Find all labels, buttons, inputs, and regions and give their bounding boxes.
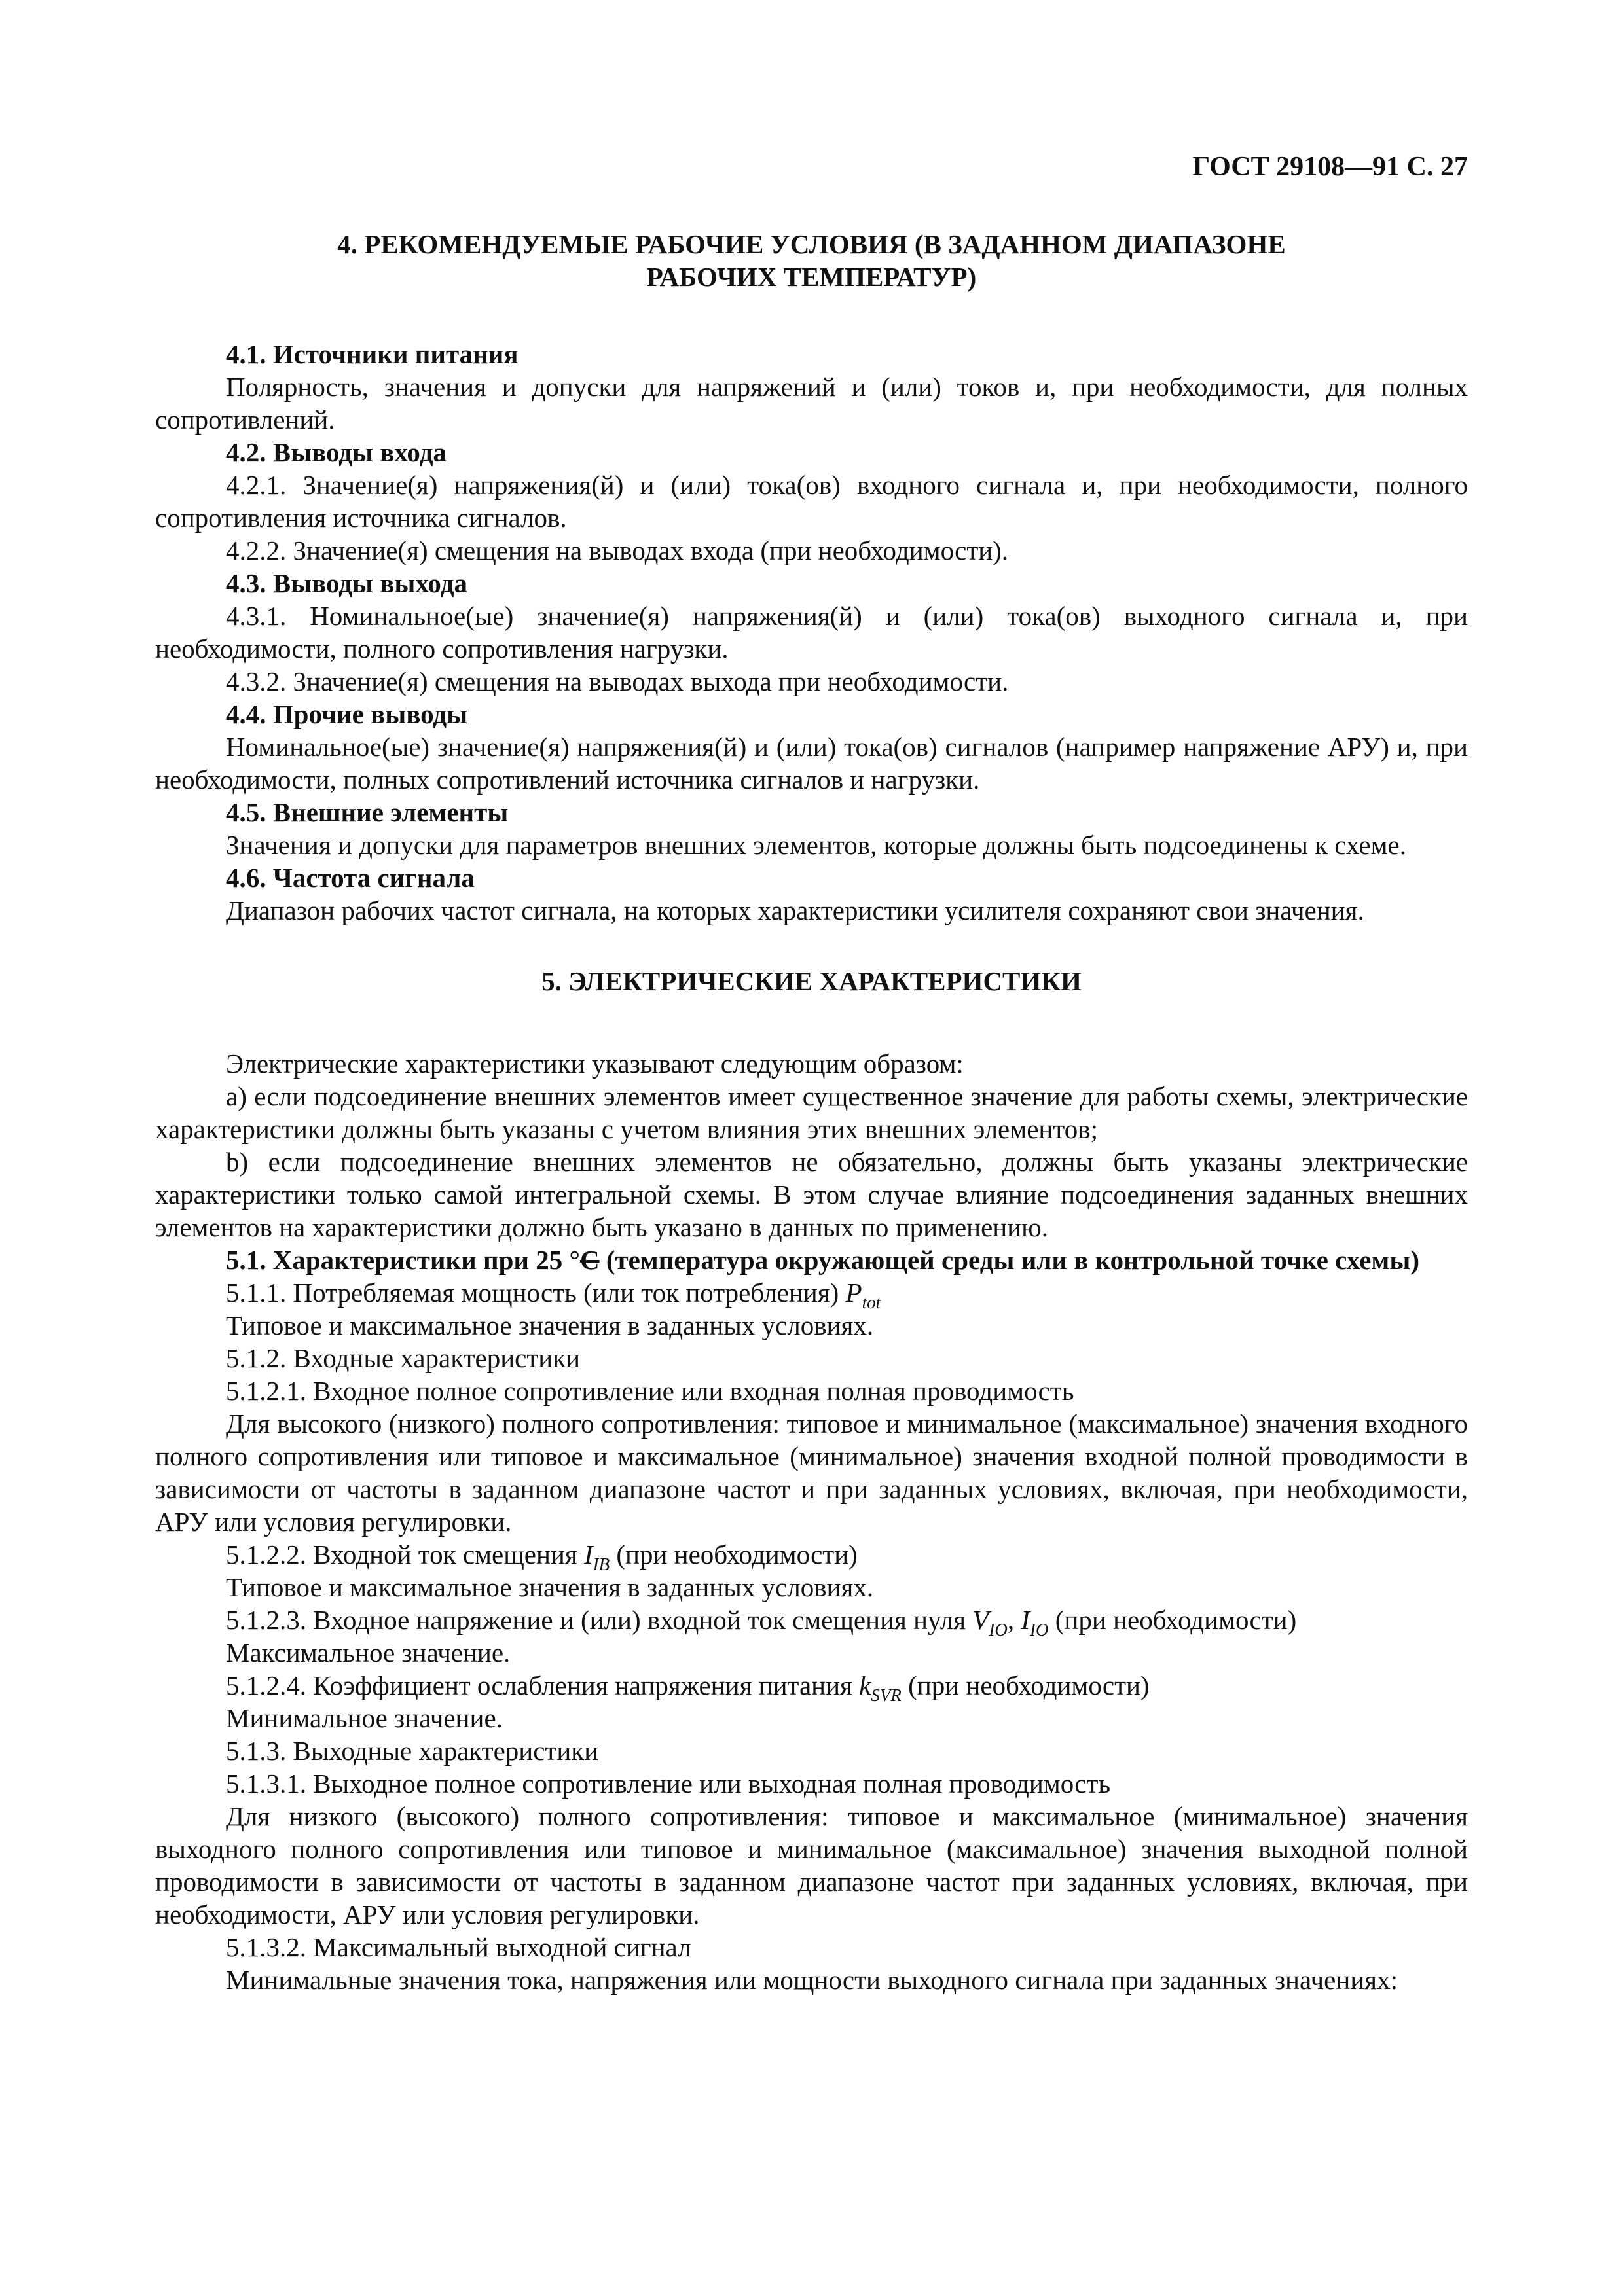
paragraph-4-4: Номинальное(ые) значение(я) напряжения(й) и (или) тока(ов) сигналов (например напряжение АРУ) и, при необходимости, полных сопротивлений источника сигналов и нагрузки. bbox=[155, 732, 1468, 795]
heading-5-1 bbox=[155, 1244, 1468, 1276]
paragraph-5-1-2-4-text-a: 5.1.2.4. Коэффициент ослабления напряжения питания bbox=[226, 1670, 860, 1700]
paragraph-5-1-2-2-text-a: 5.1.2.2. Входной ток смещения bbox=[226, 1539, 584, 1570]
paragraph-typ-max-2: Типовое и максимальное значения в заданных условиях. bbox=[226, 1572, 874, 1602]
paragraph-5-1-2-4-text-b: (при необходимости) bbox=[901, 1670, 1150, 1700]
subscript-ib: IB bbox=[593, 1554, 610, 1574]
paragraph-5-1-2-1: 5.1.2.1. Входное полное сопротивление или входная полная проводимость bbox=[226, 1376, 1074, 1406]
paragraph-5-1-2-3-text-b: (при необходимости) bbox=[1048, 1605, 1297, 1635]
paragraph-min-value: Минимальное значение. bbox=[226, 1703, 503, 1733]
heading-5-1-part-b: (температура окружающей среды или в контрольной точке схемы) bbox=[599, 1245, 1420, 1275]
section-4-title-line-1: 4. РЕКОМЕНДУЕМЫЕ РАБОЧИЕ УСЛОВИЯ (В ЗАДАННОМ ДИАПАЗОНЕ bbox=[337, 229, 1286, 259]
heading-4-1: 4.1. Источники питания bbox=[226, 339, 519, 369]
heading-4-4: 4.4. Прочие выводы bbox=[226, 699, 468, 729]
paragraph-4-2-2: 4.2.2. Значение(я) смещения на выводах входа (при необходимости). bbox=[226, 535, 1009, 565]
paragraph-4-6: Диапазон рабочих частот сигнала, на которых характеристики усилителя сохраняют свои значения. bbox=[226, 895, 1364, 925]
subscript-svr: SVR bbox=[871, 1685, 902, 1705]
paragraph-4-3-2: 4.3.2. Значение(я) смещения на выводах выхода при необходимости. bbox=[226, 666, 1009, 696]
heading-4-6: 4.6. Частота сигнала bbox=[226, 863, 475, 893]
paragraph-4-5: Значения и допуски для параметров внешних элементов, которые должны быть подсоединены к схеме. bbox=[226, 830, 1406, 860]
paragraph-max-value: Максимальное значение. bbox=[226, 1638, 511, 1668]
comma-separator: , bbox=[1007, 1605, 1021, 1635]
paragraph-5-1-2: 5.1.2. Входные характеристики bbox=[226, 1343, 581, 1373]
section-5-title: 5. ЭЛЕКТРИЧЕСКИЕ ХАРАКТЕРИСТИКИ bbox=[541, 966, 1082, 996]
running-head: ГОСТ 29108—91 С. 27 bbox=[1192, 152, 1468, 182]
paragraph-5-1-2-3-text-a: 5.1.2.3. Входное напряжение и (или) входной ток смещения нуля bbox=[226, 1605, 973, 1635]
symbol-k: k bbox=[859, 1670, 871, 1700]
paragraph-5-1-2-4 bbox=[155, 1669, 1468, 1705]
paragraph-5-1-3-2: 5.1.3.2. Максимальный выходной сигнал bbox=[226, 1932, 691, 1962]
paragraph-5-1-1 bbox=[155, 1276, 1468, 1312]
subscript-io-i: IO bbox=[1030, 1620, 1049, 1640]
paragraph-5-1-3: 5.1.3. Выходные характеристики bbox=[226, 1736, 599, 1766]
section-4-title-line-2: РАБОЧИХ ТЕМПЕРАТУР) bbox=[646, 262, 977, 292]
heading-4-2: 4.2. Выводы входа bbox=[226, 437, 447, 467]
paragraph-4-1: Полярность, значения и допуски для напряжений и (или) токов и, при необходимости, для полных сопротивлений. bbox=[155, 372, 1468, 435]
paragraph-4-3-1: 4.3.1. Номинальное(ые) значение(я) напряжения(й) и (или) тока(ов) выходного сигнала и, при необходимости, полного сопротивления нагрузки. bbox=[155, 601, 1468, 664]
symbol-i-offset: I bbox=[1021, 1605, 1030, 1635]
paragraph-5-1-1-text: 5.1.1. Потребляемая мощность (или ток потребления) bbox=[226, 1278, 846, 1308]
paragraph-4-2-1: 4.2.1. Значение(я) напряжения(й) и (или) тока(ов) входного сигнала и, при необходимости, полного сопротивления источника сигналов. bbox=[155, 470, 1468, 533]
paragraph-5-1-2-2-text-b: (при необходимости) bbox=[610, 1539, 858, 1570]
paragraph-5-item-b: b) если подсоединение внешних элементов не обязательно, должны быть указаны электрические характеристики только самой интегральной схемы. В этом случае влияние подсоединения заданных внешних элементов на характеристики должно быть указано в данных по применению. bbox=[155, 1147, 1468, 1242]
paragraph-5-1-3-2-text: Минимальные значения тока, напряжения или мощности выходного сигнала при заданных значениях: bbox=[226, 1965, 1398, 1995]
paragraph-typ-max-1: Типовое и максимальное значения в заданных условиях. bbox=[226, 1310, 874, 1340]
document-page bbox=[155, 151, 1468, 1996]
symbol-i-bias: I bbox=[583, 1539, 593, 1570]
subscript-io-v: IO bbox=[989, 1620, 1008, 1640]
paragraph-5-1-3-1-text: Для низкого (высокого) полного сопротивления: типовое и максимальное (минимальное) значения выходного полного сопротивления или типовое и минимальное (максимальное) значения выходной полной проводимости в зависимости от частоты в заданном диапазоне частот при заданных условиях, включая, при необходимости, АРУ или условия регулировки. bbox=[155, 1801, 1468, 1929]
paragraph-5-1-2-1-text: Для высокого (низкого) полного сопротивления: типовое и минимальное (максимальное) значения входного полного сопротивления или типовое и максимальное (минимальное) значения входной полной проводимости в зависимости от частоты в заданном диапазоне частот и при заданных условиях, включая, при необходимости, АРУ или условия регулировки. bbox=[155, 1408, 1468, 1537]
section-4-title bbox=[155, 228, 1468, 293]
paragraph-5-1-2-2 bbox=[155, 1538, 1468, 1574]
symbol-p: P bbox=[845, 1278, 862, 1308]
heading-4-3: 4.3. Выводы выхода bbox=[226, 568, 467, 598]
paragraph-5-1-3-1: 5.1.3.1. Выходное полное сопротивление или выходная полная проводимость bbox=[226, 1768, 1111, 1799]
subscript-tot: tot bbox=[862, 1293, 881, 1312]
paragraph-5-item-a: а) если подсоединение внешних элементов имеет существенное значение для работы схемы, электрические характеристики должны быть указаны с учетом влияния этих внешних элементов; bbox=[155, 1081, 1468, 1144]
paragraph-5-1-2-3 bbox=[155, 1604, 1468, 1640]
heading-5-1-part-a: 5.1. Характеристики при 25 ° bbox=[226, 1245, 580, 1275]
heading-5-1-struck-c: С bbox=[579, 1245, 600, 1275]
heading-4-5: 4.5. Внешние элементы bbox=[226, 797, 509, 827]
paragraph-5-intro: Электрические характеристики указывают следующим образом: bbox=[226, 1049, 964, 1079]
symbol-v-offset: V bbox=[972, 1605, 989, 1635]
